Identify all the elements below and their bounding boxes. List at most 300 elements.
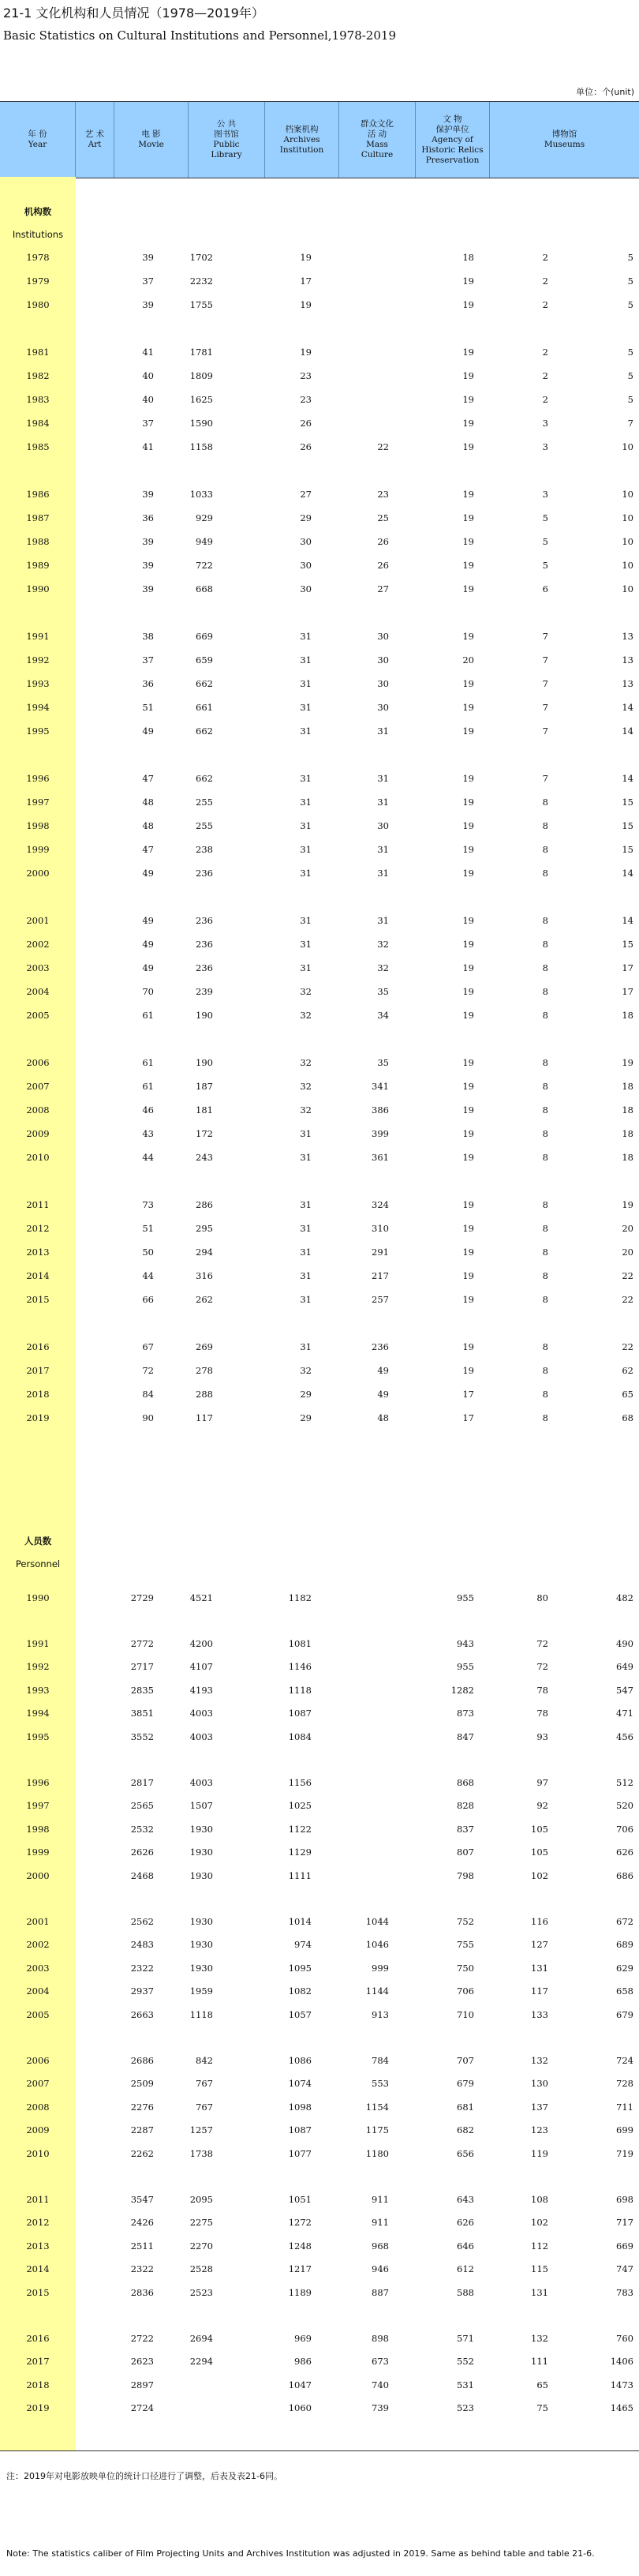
institutions-row [0, 1406, 639, 1430]
personnel-cell-art: 2483 [130, 1939, 154, 1951]
institutions-cell-museums: 5 [627, 370, 633, 381]
personnel-cell-public-library: 1111 [288, 1870, 312, 1881]
institutions-cell-museums: 14 [622, 702, 633, 713]
institutions-cell-art: 37 [142, 654, 154, 666]
institutions-row [0, 340, 639, 364]
institutions-cell-public-library: 30 [300, 536, 312, 547]
institutions-cell-archives: 31 [377, 726, 389, 737]
institutions-cell-mass-culture: 19 [462, 1247, 474, 1258]
institutions-cell-mass-culture: 19 [462, 347, 474, 358]
institutions-cell-museums: 18 [622, 1128, 633, 1139]
institutions-cell-public-library: 32 [300, 1365, 312, 1376]
institutions-row [0, 1193, 639, 1217]
personnel-row [0, 2281, 639, 2304]
institutions-cell-movie: 236 [196, 939, 213, 950]
note-en: Note: The statistics caliber of Film Projecting Units and Archives Institution was adjusted in 2019. Same as behind table and table 21-6. [6, 2548, 595, 2559]
institutions-cell-movie: 1702 [189, 252, 213, 263]
institutions-cell-mass-culture: 19 [462, 1294, 474, 1305]
personnel-cell-archives: 739 [372, 2402, 389, 2414]
personnel-cell-relics-agency: 80 [536, 1592, 548, 1603]
institutions-row [0, 293, 639, 317]
personnel-cell-art: 2686 [130, 2054, 154, 2066]
personnel-cell-relics-agency: 78 [536, 1684, 548, 1696]
institutions-cell-year: 2017 [26, 1365, 50, 1376]
institutions-cell-year: 1986 [26, 489, 50, 500]
institutions-cell-museums: 22 [622, 1341, 633, 1352]
institutions-cell-movie: 238 [196, 844, 213, 855]
institutions-cell-mass-culture: 17 [462, 1412, 474, 1423]
institutions-cell-art: 37 [142, 276, 154, 287]
table-title-en: Basic Statistics on Cultural Institutions and Personnel,1978-2019 [3, 28, 396, 43]
institutions-cell-public-library: 19 [300, 252, 312, 263]
institutions-cell-relics-agency: 2 [542, 276, 548, 287]
personnel-cell-archives: 1180 [365, 2148, 389, 2159]
institutions-cell-art: 46 [142, 1104, 154, 1116]
institutions-cell-museums: 68 [622, 1412, 633, 1423]
institutions-cell-year: 2010 [26, 1152, 50, 1163]
institutions-cell-art: 36 [142, 678, 154, 689]
institutions-row [0, 411, 639, 435]
institutions-cell-archives: 31 [377, 844, 389, 855]
personnel-cell-mass-culture: 1282 [450, 1684, 474, 1696]
personnel-cell-museums: 547 [616, 1684, 633, 1696]
institutions-cell-museums: 19 [622, 1057, 633, 1068]
institutions-cell-mass-culture: 19 [462, 868, 474, 879]
personnel-cell-art: 2937 [130, 1985, 154, 1997]
personnel-cell-mass-culture: 955 [457, 1661, 474, 1673]
personnel-cell-movie: 4193 [189, 1684, 213, 1696]
personnel-cell-archives: 784 [372, 2054, 389, 2066]
personnel-cell-museums: 719 [616, 2148, 633, 2159]
institutions-cell-archives: 324 [372, 1199, 389, 1210]
personnel-cell-mass-culture: 656 [457, 2148, 474, 2159]
personnel-cell-art: 2897 [130, 2379, 154, 2390]
personnel-row [0, 2396, 639, 2420]
institutions-cell-year: 1989 [26, 560, 50, 571]
institutions-cell-art: 47 [142, 844, 154, 855]
personnel-cell-movie: 1930 [189, 1939, 213, 1951]
institutions-cell-public-library: 31 [300, 1270, 312, 1281]
institutions-cell-mass-culture: 19 [462, 512, 474, 523]
institutions-cell-relics-agency: 8 [542, 1128, 548, 1139]
personnel-cell-year: 1995 [26, 1731, 50, 1742]
personnel-cell-year: 2008 [26, 2101, 50, 2113]
personnel-cell-year: 1990 [26, 1592, 50, 1603]
institutions-cell-museums: 13 [622, 631, 633, 642]
personnel-cell-museums: 689 [616, 1939, 633, 1951]
personnel-cell-museums: 711 [616, 2101, 633, 2113]
personnel-cell-year: 1991 [26, 1637, 50, 1649]
personnel-cell-museums: 629 [616, 1962, 633, 1974]
institutions-cell-year: 2000 [26, 868, 50, 879]
personnel-cell-year: 2016 [26, 2332, 50, 2344]
institutions-cell-archives: 399 [372, 1128, 389, 1139]
institutions-cell-relics-agency: 2 [542, 394, 548, 405]
institutions-cell-relics-agency: 8 [542, 1365, 548, 1376]
personnel-cell-relics-agency: 130 [531, 2078, 548, 2090]
institutions-cell-public-library: 31 [300, 939, 312, 950]
institutions-cell-art: 48 [142, 797, 154, 808]
institutions-cell-art: 49 [142, 939, 154, 950]
institutions-cell-year: 1990 [26, 583, 50, 594]
personnel-cell-art: 2729 [130, 1592, 154, 1603]
institutions-row [0, 482, 639, 506]
personnel-row [0, 2234, 639, 2258]
personnel-row [0, 1701, 639, 1725]
personnel-cell-archives: 911 [372, 2217, 389, 2229]
institutions-cell-archives: 217 [372, 1270, 389, 1281]
institutions-cell-art: 37 [142, 418, 154, 429]
institutions-cell-museums: 17 [622, 962, 633, 973]
personnel-cell-movie: 767 [196, 2101, 213, 2113]
header-museums: 博物馆 Museums [544, 129, 585, 149]
personnel-cell-year: 2002 [26, 1939, 50, 1951]
personnel-cell-year: 2014 [26, 2263, 50, 2275]
institutions-cell-public-library: 31 [300, 1152, 312, 1163]
institutions-cell-movie: 669 [196, 631, 213, 642]
personnel-cell-archives: 1046 [365, 1939, 389, 1951]
personnel-cell-relics-agency: 133 [531, 2009, 548, 2020]
institutions-cell-movie: 190 [196, 1010, 213, 1021]
institutions-row [0, 1098, 639, 1122]
institutions-cell-art: 41 [142, 347, 154, 358]
personnel-cell-mass-culture: 752 [457, 1915, 474, 1927]
personnel-cell-year: 2018 [26, 2379, 50, 2390]
institutions-cell-museums: 15 [622, 797, 633, 808]
institutions-cell-movie: 1755 [189, 299, 213, 310]
personnel-cell-public-library: 1182 [288, 1592, 312, 1603]
institutions-cell-movie: 236 [196, 915, 213, 926]
institutions-cell-art: 72 [142, 1365, 154, 1376]
personnel-cell-museums: 649 [616, 1661, 633, 1673]
institutions-cell-movie: 117 [196, 1412, 213, 1423]
institutions-cell-relics-agency: 7 [542, 726, 548, 737]
institutions-cell-archives: 31 [377, 797, 389, 808]
personnel-cell-mass-culture: 646 [457, 2240, 474, 2252]
personnel-cell-museums: 626 [616, 1847, 633, 1858]
institutions-cell-art: 67 [142, 1341, 154, 1352]
institutions-cell-archives: 31 [377, 773, 389, 784]
institutions-cell-year: 1985 [26, 441, 50, 452]
section-personnel-en: Personnel [15, 1558, 61, 1569]
personnel-cell-art: 2722 [130, 2332, 154, 2344]
personnel-row [0, 1655, 639, 1678]
personnel-row [0, 1771, 639, 1794]
personnel-cell-year: 2004 [26, 1985, 50, 1997]
institutions-cell-museums: 10 [622, 536, 633, 547]
personnel-cell-museums: 471 [616, 1708, 633, 1719]
personnel-cell-movie: 2694 [189, 2332, 213, 2344]
institutions-cell-mass-culture: 19 [462, 1104, 474, 1116]
institutions-cell-movie: 255 [196, 797, 213, 808]
personnel-cell-year: 2001 [26, 1915, 50, 1927]
institutions-cell-relics-agency: 7 [542, 654, 548, 666]
personnel-cell-mass-culture: 750 [457, 1962, 474, 1974]
institutions-cell-movie: 1809 [189, 370, 213, 381]
personnel-row [0, 1840, 639, 1864]
personnel-cell-museums: 1406 [610, 2356, 633, 2368]
personnel-cell-relics-agency: 131 [531, 2287, 548, 2298]
personnel-cell-museums: 679 [616, 2009, 633, 2020]
personnel-cell-art: 2626 [130, 1847, 154, 1858]
institutions-cell-public-library: 32 [300, 986, 312, 997]
personnel-cell-relics-agency: 137 [531, 2101, 548, 2113]
institutions-row [0, 719, 639, 743]
institutions-row [0, 1335, 639, 1359]
institutions-cell-archives: 25 [377, 512, 389, 523]
personnel-cell-art: 2509 [130, 2078, 154, 2090]
personnel-cell-art: 2468 [130, 1870, 154, 1881]
institutions-cell-relics-agency: 8 [542, 797, 548, 808]
personnel-row [0, 1794, 639, 1817]
institutions-cell-year: 1984 [26, 418, 50, 429]
institutions-row [0, 1240, 639, 1264]
personnel-row [0, 2373, 639, 2397]
institutions-cell-mass-culture: 19 [462, 1365, 474, 1376]
personnel-cell-museums: 699 [616, 2124, 633, 2136]
institutions-cell-museums: 17 [622, 986, 633, 997]
personnel-cell-public-library: 1087 [288, 2124, 312, 2136]
institutions-cell-art: 47 [142, 773, 154, 784]
institutions-cell-year: 2006 [26, 1057, 50, 1068]
institutions-cell-archives: 236 [372, 1341, 389, 1352]
personnel-cell-public-library: 1087 [288, 1708, 312, 1719]
personnel-row [0, 1632, 639, 1655]
personnel-row [0, 2049, 639, 2072]
institutions-cell-mass-culture: 19 [462, 1152, 474, 1163]
institutions-cell-movie: 659 [196, 654, 213, 666]
personnel-cell-public-library: 986 [294, 2356, 312, 2368]
personnel-cell-mass-culture: 643 [457, 2193, 474, 2205]
personnel-cell-public-library: 1122 [288, 1823, 312, 1835]
institutions-cell-relics-agency: 8 [542, 868, 548, 879]
institutions-cell-archives: 32 [377, 962, 389, 973]
institutions-cell-art: 44 [142, 1152, 154, 1163]
institutions-cell-public-library: 31 [300, 1247, 312, 1258]
personnel-cell-museums: 672 [616, 1915, 633, 1927]
institutions-cell-relics-agency: 5 [542, 560, 548, 571]
institutions-cell-public-library: 31 [300, 1294, 312, 1305]
personnel-cell-museums: 724 [616, 2054, 633, 2066]
personnel-row [0, 2257, 639, 2281]
institutions-cell-public-library: 31 [300, 962, 312, 973]
institutions-cell-year: 1987 [26, 512, 50, 523]
personnel-cell-mass-culture: 807 [457, 1847, 474, 1858]
institutions-cell-relics-agency: 8 [542, 1270, 548, 1281]
institutions-cell-movie: 236 [196, 962, 213, 973]
institutions-cell-mass-culture: 19 [462, 1128, 474, 1139]
personnel-cell-museums: 686 [616, 1870, 633, 1881]
institutions-cell-movie: 262 [196, 1294, 213, 1305]
header-archives: 档案机构 Archives Institution [265, 102, 339, 178]
institutions-cell-movie: 722 [196, 560, 213, 571]
institutions-cell-art: 39 [142, 583, 154, 594]
institutions-cell-year: 1995 [26, 726, 50, 737]
personnel-cell-public-library: 969 [294, 2332, 312, 2344]
personnel-cell-art: 2724 [130, 2402, 154, 2414]
institutions-cell-art: 38 [142, 631, 154, 642]
institutions-row [0, 1264, 639, 1288]
institutions-cell-movie: 255 [196, 820, 213, 831]
institutions-cell-movie: 1625 [189, 394, 213, 405]
personnel-cell-art: 2532 [130, 1823, 154, 1835]
institutions-cell-public-library: 31 [300, 797, 312, 808]
header-mass-culture: 群众文化 活 动 Mass Culture [339, 102, 416, 178]
institutions-cell-mass-culture: 19 [462, 394, 474, 405]
personnel-cell-art: 2322 [130, 1962, 154, 1974]
personnel-cell-public-library: 1084 [288, 1731, 312, 1742]
institutions-cell-museums: 15 [622, 820, 633, 831]
institutions-cell-relics-agency: 8 [542, 1294, 548, 1305]
institutions-cell-museums: 18 [622, 1152, 633, 1163]
personnel-cell-year: 2009 [26, 2124, 50, 2136]
table-header [0, 101, 639, 178]
institutions-cell-art: 48 [142, 820, 154, 831]
institutions-cell-art: 90 [142, 1412, 154, 1423]
header-year: 年 份 Year [0, 102, 76, 178]
personnel-cell-public-library: 974 [294, 1939, 312, 1951]
personnel-row [0, 2095, 639, 2119]
institutions-cell-year: 2015 [26, 1294, 50, 1305]
institutions-cell-archives: 361 [372, 1152, 389, 1163]
institutions-cell-public-library: 31 [300, 631, 312, 642]
personnel-cell-mass-culture: 707 [457, 2054, 474, 2066]
personnel-cell-movie: 2528 [189, 2263, 213, 2275]
personnel-cell-relics-agency: 72 [536, 1637, 548, 1649]
institutions-cell-relics-agency: 8 [542, 1081, 548, 1092]
personnel-cell-art: 2262 [130, 2148, 154, 2159]
personnel-cell-art: 2817 [130, 1776, 154, 1788]
institutions-cell-museums: 14 [622, 726, 633, 737]
institutions-cell-mass-culture: 19 [462, 441, 474, 452]
personnel-row [0, 2003, 639, 2027]
institutions-cell-relics-agency: 7 [542, 773, 548, 784]
personnel-cell-museums: 490 [616, 1637, 633, 1649]
institutions-cell-year: 2001 [26, 915, 50, 926]
institutions-cell-movie: 269 [196, 1341, 213, 1352]
personnel-cell-archives: 1144 [365, 1985, 389, 1997]
institutions-cell-public-library: 31 [300, 1341, 312, 1352]
personnel-cell-year: 2010 [26, 2148, 50, 2159]
institutions-cell-relics-agency: 2 [542, 347, 548, 358]
institutions-cell-mass-culture: 19 [462, 560, 474, 571]
personnel-cell-movie: 1507 [189, 1800, 213, 1812]
institutions-cell-relics-agency: 8 [542, 962, 548, 973]
institutions-cell-archives: 22 [377, 441, 389, 452]
personnel-cell-movie: 767 [196, 2078, 213, 2090]
personnel-cell-public-library: 1082 [288, 1985, 312, 1997]
personnel-cell-public-library: 1074 [288, 2078, 312, 2090]
institutions-cell-movie: 187 [196, 1081, 213, 1092]
institutions-cell-movie: 288 [196, 1389, 213, 1400]
personnel-row [0, 2142, 639, 2165]
institutions-row [0, 861, 639, 885]
institutions-cell-mass-culture: 19 [462, 726, 474, 737]
institutions-row [0, 1359, 639, 1382]
institutions-cell-relics-agency: 8 [542, 1104, 548, 1116]
institutions-cell-museums: 5 [627, 394, 633, 405]
personnel-cell-mass-culture: 828 [457, 1800, 474, 1812]
personnel-cell-relics-agency: 117 [531, 1985, 548, 1997]
personnel-cell-art: 2717 [130, 1661, 154, 1673]
institutions-cell-art: 39 [142, 252, 154, 263]
personnel-cell-year: 2006 [26, 2054, 50, 2066]
institutions-cell-year: 2008 [26, 1104, 50, 1116]
institutions-cell-museums: 15 [622, 844, 633, 855]
personnel-cell-mass-culture: 755 [457, 1939, 474, 1951]
personnel-cell-art: 2772 [130, 1637, 154, 1649]
institutions-cell-museums: 18 [622, 1081, 633, 1092]
institutions-cell-archives: 49 [377, 1389, 389, 1400]
institutions-row [0, 577, 639, 601]
institutions-cell-public-library: 31 [300, 773, 312, 784]
institutions-cell-public-library: 19 [300, 347, 312, 358]
personnel-cell-year: 1999 [26, 1847, 50, 1858]
institutions-row [0, 767, 639, 790]
institutions-cell-museums: 20 [622, 1247, 633, 1258]
personnel-cell-public-library: 1189 [288, 2287, 312, 2298]
personnel-row [0, 1910, 639, 1933]
institutions-cell-archives: 31 [377, 868, 389, 879]
personnel-row [0, 2349, 639, 2373]
institutions-cell-art: 39 [142, 299, 154, 310]
institutions-cell-museums: 14 [622, 773, 633, 784]
personnel-row [0, 2327, 639, 2350]
personnel-cell-relics-agency: 123 [531, 2124, 548, 2136]
personnel-row [0, 2210, 639, 2234]
personnel-cell-relics-agency: 108 [531, 2193, 548, 2205]
institutions-cell-mass-culture: 19 [462, 583, 474, 594]
personnel-cell-relics-agency: 78 [536, 1708, 548, 1719]
institutions-cell-year: 2009 [26, 1128, 50, 1139]
personnel-cell-year: 2012 [26, 2217, 50, 2229]
personnel-cell-movie: 1930 [189, 1962, 213, 1974]
institutions-cell-art: 61 [142, 1081, 154, 1092]
institutions-cell-relics-agency: 6 [542, 583, 548, 594]
institutions-cell-movie: 661 [196, 702, 213, 713]
personnel-cell-mass-culture: 710 [457, 2009, 474, 2020]
personnel-cell-museums: 456 [616, 1731, 633, 1742]
institutions-cell-relics-agency: 7 [542, 702, 548, 713]
institutions-cell-art: 41 [142, 441, 154, 452]
institutions-cell-year: 2011 [26, 1199, 50, 1210]
institutions-row [0, 1003, 639, 1027]
institutions-cell-relics-agency: 5 [542, 536, 548, 547]
institutions-cell-art: 40 [142, 394, 154, 405]
institutions-cell-art: 49 [142, 915, 154, 926]
institutions-cell-public-library: 32 [300, 1104, 312, 1116]
institutions-cell-mass-culture: 19 [462, 939, 474, 950]
institutions-cell-mass-culture: 19 [462, 536, 474, 547]
personnel-cell-movie: 1257 [189, 2124, 213, 2136]
institutions-cell-art: 51 [142, 1223, 154, 1234]
institutions-cell-art: 66 [142, 1294, 154, 1305]
institutions-cell-archives: 30 [377, 820, 389, 831]
institutions-cell-mass-culture: 19 [462, 702, 474, 713]
personnel-cell-archives: 911 [372, 2193, 389, 2205]
personnel-cell-museums: 1473 [610, 2379, 633, 2390]
personnel-cell-movie: 4003 [189, 1776, 213, 1788]
institutions-cell-relics-agency: 8 [542, 1412, 548, 1423]
institutions-cell-movie: 929 [196, 512, 213, 523]
personnel-cell-relics-agency: 132 [531, 2332, 548, 2344]
personnel-row [0, 1979, 639, 2003]
personnel-cell-movie: 2523 [189, 2287, 213, 2298]
institutions-cell-public-library: 31 [300, 678, 312, 689]
institutions-cell-public-library: 31 [300, 1223, 312, 1234]
personnel-cell-year: 1997 [26, 1800, 50, 1812]
institutions-cell-movie: 172 [196, 1128, 213, 1139]
